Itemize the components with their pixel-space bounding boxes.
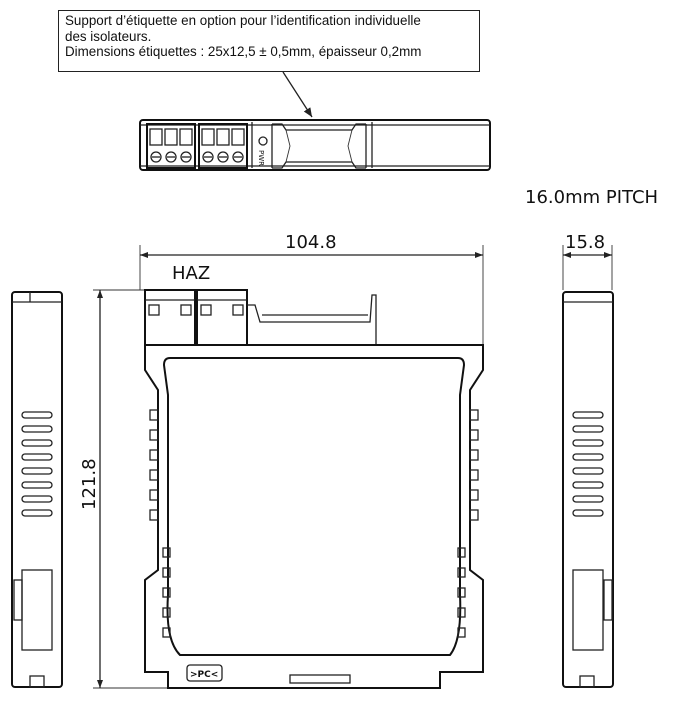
dimension-height bbox=[79, 290, 168, 688]
terminal-block-top-1 bbox=[147, 124, 195, 168]
pitch-label: 16.0mm PITCH bbox=[525, 187, 659, 208]
haz-label: HAZ bbox=[172, 263, 211, 284]
dimension-width bbox=[140, 232, 483, 345]
pwr-label: PWR bbox=[257, 150, 265, 167]
width-dimension-label: 104.8 bbox=[285, 232, 337, 253]
pc-label: >PC< bbox=[190, 670, 219, 680]
left-side-view bbox=[12, 292, 62, 687]
pwr-led-icon bbox=[259, 137, 267, 145]
note-line-3: Dimensions étiquettes : 25x12,5 ± 0,5mm, épaisseur 0,2mm bbox=[65, 44, 422, 59]
note-line-2: des isolateurs. bbox=[65, 28, 152, 44]
side-width-dimension-label: 15.8 bbox=[565, 232, 606, 253]
right-side-view bbox=[563, 292, 613, 687]
label-holder bbox=[272, 124, 366, 168]
height-dimension-label: 121.8 bbox=[79, 458, 100, 510]
dimension-side-width bbox=[563, 232, 612, 290]
terminal-block-top-2 bbox=[199, 124, 247, 168]
note-line-1: Support d’étiquette en option pour l’identification individuelle bbox=[65, 13, 421, 28]
front-view bbox=[145, 290, 483, 688]
top-view bbox=[140, 120, 490, 170]
callout-arrow bbox=[283, 72, 312, 117]
